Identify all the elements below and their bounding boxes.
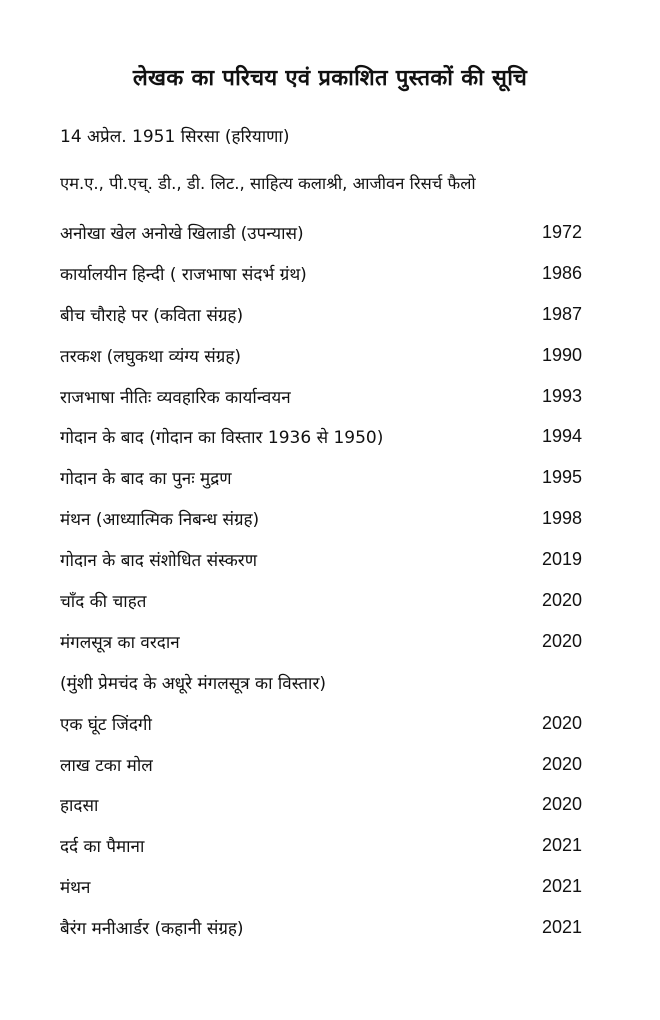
author-qualifications: एम.ए., पी.एच्. डी., डी. लिट., साहित्य कलाश्री, आजीवन रिसर्च फैलो [60, 174, 476, 193]
book-title: तरकश (लघुकथा व्यंग्य संग्रह) [60, 346, 242, 367]
book-year: 1998 [541, 508, 582, 529]
book-year: 2020 [541, 589, 582, 610]
book-year: 2019 [541, 549, 582, 570]
book-title: राजभाषा नीतिः व्यवहारिक कार्यान्वयन [60, 387, 291, 408]
book-title: कार्यालयीन हिन्दी ( राजभाषा संदर्भ ग्रंथ) [60, 264, 307, 285]
book-year: 1995 [541, 467, 582, 488]
book-row [60, 784, 582, 825]
book-row [60, 703, 582, 744]
book-row [60, 335, 582, 376]
book-title: बीच चौराहे पर (कविता संग्रह) [60, 305, 244, 326]
book-row [60, 212, 582, 253]
book-row [60, 866, 582, 907]
book-title: बैरंग मनीआर्डर (कहानी संग्रह) [60, 919, 244, 940]
book-title: हादसा [60, 796, 99, 817]
book-subtitle: (मुंशी प्रेमचंद के अधूरे मंगलसूत्र का विस्तार) [60, 673, 327, 694]
book-row [60, 457, 582, 498]
book-row [60, 416, 582, 457]
book-year: 1972 [541, 221, 582, 242]
book-title: दर्द का पैमाना [60, 837, 145, 858]
book-title: गोदान के बाद संशोधित संस्करण [60, 551, 258, 572]
book-list [60, 212, 582, 948]
book-title: अनोखा खेल अनोखे खिलाडी (उपन्यास) [60, 223, 304, 244]
book-year: 2021 [541, 835, 582, 856]
book-title: एक घूंट जिंदगी [60, 714, 152, 735]
book-row [60, 580, 582, 621]
book-year: 2021 [541, 876, 582, 897]
book-title: लाख टका मोल [60, 755, 153, 776]
book-row [60, 498, 582, 539]
book-title: गोदान के बाद (गोदान का विस्तार 1936 से 1950) [60, 428, 384, 449]
book-row [60, 294, 582, 335]
book-year: 2020 [541, 712, 582, 733]
book-row [60, 621, 582, 662]
book-row [60, 253, 582, 294]
book-year: 2020 [541, 753, 582, 774]
book-year: 1994 [541, 426, 582, 447]
book-year: 2020 [541, 794, 582, 815]
book-title: मंथन [60, 878, 91, 899]
book-row [60, 907, 582, 948]
book-title: चाँद की चाहत [60, 591, 147, 612]
book-year: 1993 [541, 385, 582, 406]
book-title: गोदान के बाद का पुनः मुद्रण [60, 469, 232, 490]
book-year: 1990 [541, 344, 582, 365]
book-title: मंगलसूत्र का वरदान [60, 632, 180, 653]
book-year: 2021 [541, 917, 582, 938]
book-subtitle-row [60, 662, 582, 703]
author-birth-line: 14 अप्रेल. 1951 सिरसा (हरियाणा) [60, 127, 290, 147]
book-row [60, 376, 582, 417]
book-year: 2020 [541, 630, 582, 651]
page-title: लेखक का परिचय एवं प्रकाशित पुस्तकों की सूचि [132, 66, 528, 91]
book-row [60, 744, 582, 785]
book-year: 1987 [541, 303, 582, 324]
book-year: 1986 [541, 262, 582, 283]
book-row [60, 825, 582, 866]
book-row [60, 539, 582, 580]
book-title: मंथन (आध्यात्मिक निबन्ध संग्रह) [60, 510, 260, 531]
